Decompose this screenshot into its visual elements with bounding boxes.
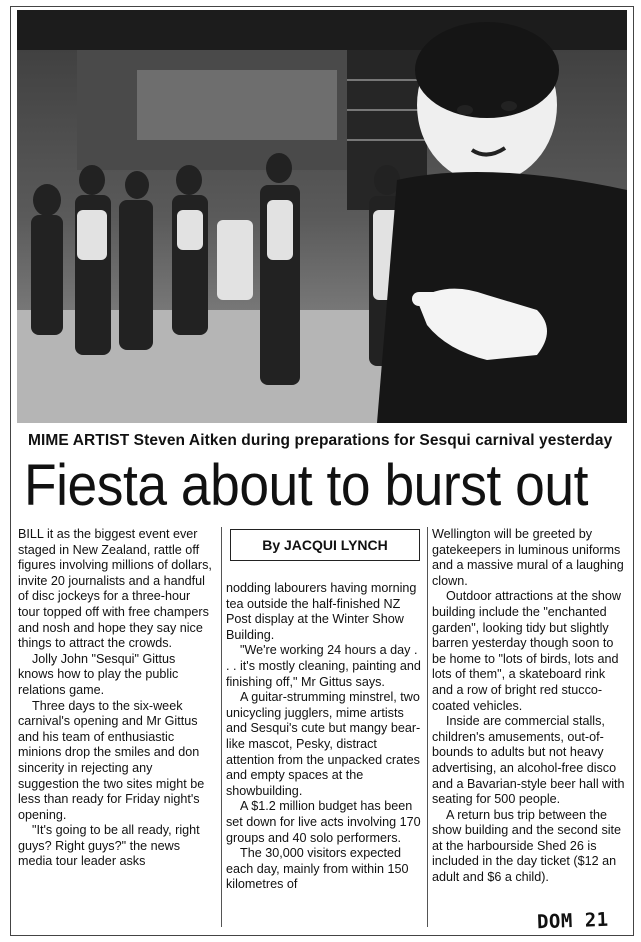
article-paragraph: A guitar-strumming minstrel, two unicycling jugglers, mime artists and Sesqui's cute but mangy bear-like mascot, Pesky, distract attention from the unpacked crates and empty spaces at the showbuilding. bbox=[226, 690, 421, 798]
article-paragraph: "It's going to be all ready, right guys? Right guys?" the news media tour leader asks bbox=[18, 823, 200, 869]
article-paragraph: BILL it as the biggest event ever staged in New Zealand, rattle off figures involving millions of dollars, invite 20 journalists and a handful of disc jockeys for a three-hour tour topped off with free champers and nosh and hope they say nice things to attract the crowds. bbox=[18, 527, 212, 651]
article-paragraph: The 30,000 visitors expected each day, mainly from within 150 kilometres of bbox=[226, 846, 409, 892]
article-paragraph: A return bus trip between the show building and the second site at the harbourside Shed 26 is included in the day ticket ($12 an adult and $6 a child). bbox=[432, 807, 622, 885]
column-divider bbox=[427, 527, 428, 927]
column-divider bbox=[221, 527, 222, 927]
photo-caption: MIME ARTIST Steven Aitken during preparations for Sesqui carnival yesterday bbox=[28, 432, 613, 449]
article-paragraph: nodding labourers having morning tea outside the half-finished NZ Post display at the Winter Show Building. bbox=[226, 581, 417, 642]
article-paragraph: Wellington will be greeted by gatekeepers in luminous uniforms and a massive mural of a laughing clown. bbox=[432, 527, 624, 588]
headline: Fiesta about to burst out bbox=[24, 453, 588, 518]
article-paragraph: Jolly John "Sesqui" Gittus knows how to play the public relations game. bbox=[18, 651, 179, 697]
article-paragraph: Inside are commercial stalls, children's amusements, out-of-bounds to adults but not heavy advertising, an alcohol-free disco and a Bavarian-style beer hall with seating for 500 people. bbox=[432, 714, 625, 807]
handwritten-date-stamp: DOM 21 bbox=[536, 908, 610, 934]
article-column-3 bbox=[432, 527, 628, 886]
news-photo-mime-artist bbox=[17, 10, 627, 423]
byline: By JACQUI LYNCH bbox=[230, 529, 420, 561]
article-paragraph: Three days to the six-week carnival's opening and Mr Gittus and his team of enthusiastic minions drop the smiles and don sincerity in rejecting any suggestion the two sites might be less than ready for Friday night's opening. bbox=[18, 698, 205, 822]
article-paragraph: Outdoor attractions at the show building include the "enchanted garden", looking tidy but slightly barren yesterday though soon to be home to "lots of birds, lots and lots of them", a skateboard rink and a row of bright red stucco-coated vehicles. bbox=[432, 589, 622, 713]
article-paragraph: A $1.2 million budget has been set down for live acts involving 170 groups and 40 solo performers. bbox=[226, 799, 421, 845]
article-column-1 bbox=[18, 527, 214, 870]
article-paragraph: "We're working 24 hours a day . . . it's mostly cleaning, painting and finishing off," Mr Gittus says. bbox=[226, 643, 421, 689]
article-column-2 bbox=[226, 581, 422, 893]
